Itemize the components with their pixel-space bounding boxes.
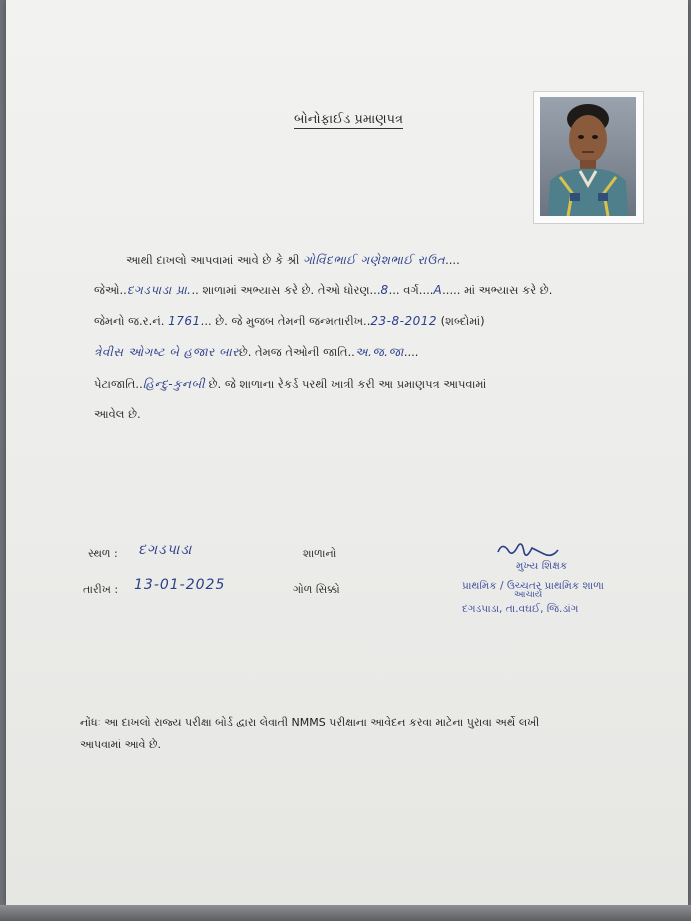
- body-line-5: [94, 377, 486, 392]
- dob-in-words: ત્રેવીસ ઓગષ્ટ બે હજાર બાર: [94, 345, 239, 359]
- student-photo-image: [540, 97, 636, 216]
- date-of-birth: 23-8-2012: [370, 314, 437, 328]
- body-line-1: [126, 253, 460, 268]
- body-text: છે. જે શાળાના રેકર્ડ પરથી ખાત્રી કરી આ પ્રમાણપત્ર આપવામાં: [205, 377, 487, 391]
- certificate-page: [6, 0, 688, 905]
- table-surface: [0, 905, 691, 921]
- body-text: પેટાજાતિ..: [94, 377, 143, 391]
- place-value: દગડપાડા: [138, 542, 193, 558]
- standard-value: 8: [380, 283, 389, 297]
- body-text: ....: [403, 345, 419, 359]
- school-name: દગડપાડા પ્રા.: [126, 283, 192, 297]
- certificate-title: બોનોફાઈડ પ્રમાણપત્ર: [294, 112, 403, 127]
- body-text: ....: [445, 253, 460, 267]
- stamp-principal: આચાર્ય: [514, 590, 543, 600]
- body-line-6: આવેલ છે.: [94, 407, 141, 421]
- body-text: ... છે. જે મુજબ તેમની જન્મતારીખ..: [200, 314, 371, 328]
- body-line-2: [94, 283, 552, 298]
- seal-label: ગોળ સિક્કો: [293, 583, 340, 596]
- stamp-school: પ્રાથમિક / ઉચ્ચતર પ્રાથમિક શાળા: [462, 580, 604, 592]
- stamp-role: મુખ્ય શિક્ષક: [516, 560, 568, 572]
- note-line-1: નોંધઃ આ દાખલો રાજ્ય પરીક્ષા બોર્ડ દ્વારા લેવાતી NMMS પરીક્ષાના આવેદન કરવા માટેના પુરાવા અર્થે લખી: [80, 716, 540, 729]
- body-line-4: [94, 345, 418, 360]
- gr-number: 1761: [168, 314, 201, 328]
- body-text: ..... માં અભ્યાસ કરે છે.: [442, 283, 553, 297]
- stamp-address: દગડપાડા, તા.વઘઈ, જિ.ડાંગ: [462, 603, 579, 615]
- date-label: તારીખ :: [83, 583, 119, 596]
- subcaste-value: હિન્દુ-કુનબી: [142, 377, 206, 391]
- note-section: [80, 712, 670, 756]
- body-text: .. શાળામાં અભ્યાસ કરે છે. તેઓ ધોરણ...: [191, 283, 381, 297]
- class-value: A: [433, 283, 443, 297]
- student-name: ગોવિંદભાઈ ગણેશભાઈ રાઉત: [303, 253, 446, 267]
- body-text: છે. તેમજ તેઓની જાતિ..: [238, 345, 355, 359]
- student-photo: [533, 91, 644, 224]
- caste-value: અ.જ.જા: [354, 345, 404, 359]
- school-label: શાળાનો: [303, 547, 337, 560]
- body-text: જેમનો જ.ર.નં.: [94, 314, 169, 328]
- body-text: આથી દાખલો આપવામાં આવે છે કે શ્રી: [126, 253, 304, 267]
- date-value: 13-01-2025: [134, 577, 226, 593]
- body-text: (શબ્દોમાં): [436, 314, 485, 328]
- place-label: સ્થળ :: [88, 547, 118, 560]
- body-line-3: [94, 314, 485, 329]
- body-text: ... વર્ગ....: [388, 283, 434, 297]
- body-text: જેઓ..: [94, 283, 127, 297]
- note-line-2: આપવામાં આવે છે.: [80, 738, 161, 751]
